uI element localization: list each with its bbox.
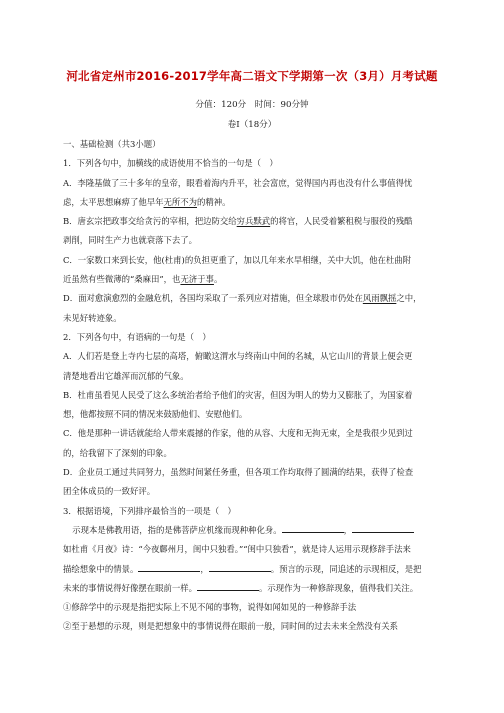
- q3-passage-line-4: 未来的事情说得好像摆在眼前一样。 。示现作为一种修辞现象，值得我们关注。: [63, 579, 441, 598]
- q3-passage-line-1: 示现本是佛教用语，指的是佛菩萨应机缘而现种种化身。 ，: [63, 521, 441, 540]
- q1-option-b-cont: 剥削，同时生产力也就衰落下去了。: [63, 235, 197, 246]
- q2-option-c-cont: 的，给我留下了深刻的印象。: [63, 447, 172, 458]
- question-block: [63, 135, 441, 637]
- q2-option-d-cont: 团全体成员的一致好评。: [63, 486, 156, 497]
- exam-meta: 分值：120分 时间：90分钟: [195, 100, 309, 110]
- q2-option-c: C．他是那种一讲话就能给人带来震撼的作家，他的从容、大度和无拘无束，全是我很少见到过: [63, 428, 413, 439]
- fill-blank: [209, 561, 271, 572]
- fill-blank: [138, 561, 200, 572]
- q2-option-a-cont: 清楚地看出它雄浑而沉郁的气象。: [63, 370, 189, 381]
- section-heading: 一、基础检测（共3小题）: [63, 139, 161, 149]
- fill-blank: [282, 522, 344, 533]
- q2-option-b: B．杜甫虽看见人民受了这么多统治者给予他们的灾害，但因为明人的势力又膨胀了，为国家着: [63, 389, 413, 400]
- underlined-idiom: 穷兵黩武: [236, 216, 271, 227]
- fill-blank: [197, 580, 259, 591]
- q1-option-d-cont: 未见好转迹象。: [63, 312, 122, 323]
- document-title: 河北省定州市2016-2017学年高二语文下学期第一次（3月）月考试题: [66, 69, 438, 83]
- question-3-stem: 3．根据语境，下列排序最恰当的一项是（ ）: [63, 505, 236, 516]
- q1-option-b: B．唐玄宗把政事交给贪污的宰相，把边防交给穷兵黩武的将官，人民受着繁租税与服役的残酷: [63, 216, 413, 227]
- q3-option-1: ①修辞学中的示现是指把实际上不见不闻的事物，说得如闻如见的一种修辞手法: [63, 602, 357, 613]
- underlined-idiom: 无所不为: [163, 196, 197, 207]
- volume-label: 卷Ⅰ（18分）: [227, 120, 277, 130]
- fill-blank: [352, 522, 414, 533]
- q2-option-d: D．企业员工通过共同努力，虽然时间紧任务重，但各项工作均取得了圆满的结果，获得了检查: [63, 467, 414, 478]
- q1-option-a: A．李隆基做了三十多年的皇帝，眼看着海内升平，社会富庶，觉得国内再也没有什么事值得忧: [63, 177, 413, 188]
- q1-option-a-cont: 虑，太平思想麻痹了他早年无所不为的精神。: [63, 196, 231, 207]
- question-2-stem: 2．下列各句中，有语病的一句是（ ）: [63, 331, 211, 342]
- q2-option-a: A．人们若是登上寺内七层的高塔，俯瞰这渭水与终南山中间的名城，从它山川的背景上便会更: [63, 351, 413, 362]
- underlined-idiom: 无济于事: [180, 274, 214, 285]
- q2-option-b-cont: 想，他都按照不同的情况来鼓励他们、安慰他们。: [63, 409, 248, 420]
- q1-option-c-cont: 近虽然有些微薄的“桑麻田”，也无济于事。: [63, 274, 223, 285]
- q3-passage-line-3: 描绘想象中的情景。 ， 。预言的示现，同追述的示现相反，是把: [63, 560, 441, 579]
- question-1-stem: 1．下列各句中，加横线的成语使用不恰当的一句是（ ）: [63, 158, 278, 169]
- q3-passage-line-2: 如杜甫《月夜》诗：“今夜鄜州月，闺中只独看。”“闺中只独看”，就是诗人运用示现修辞手法来: [63, 544, 411, 555]
- q3-option-2: ②至于悬想的示现，则是把想象中的事情说得在眼前一般，同时间的过去未来全然没有关系: [63, 621, 398, 632]
- q1-option-c: C．一家数口来到长安，他(杜甫)的负担更重了，加以几年来水旱相继，关中大饥，他在杜曲附: [63, 254, 411, 265]
- underlined-idiom: 风雨飘摇: [362, 293, 397, 304]
- q1-option-d: D．面对愈演愈烈的金融危机，各国均采取了一系列应对措施，但全球股市仍处在风雨飘摇之中，: [63, 293, 422, 304]
